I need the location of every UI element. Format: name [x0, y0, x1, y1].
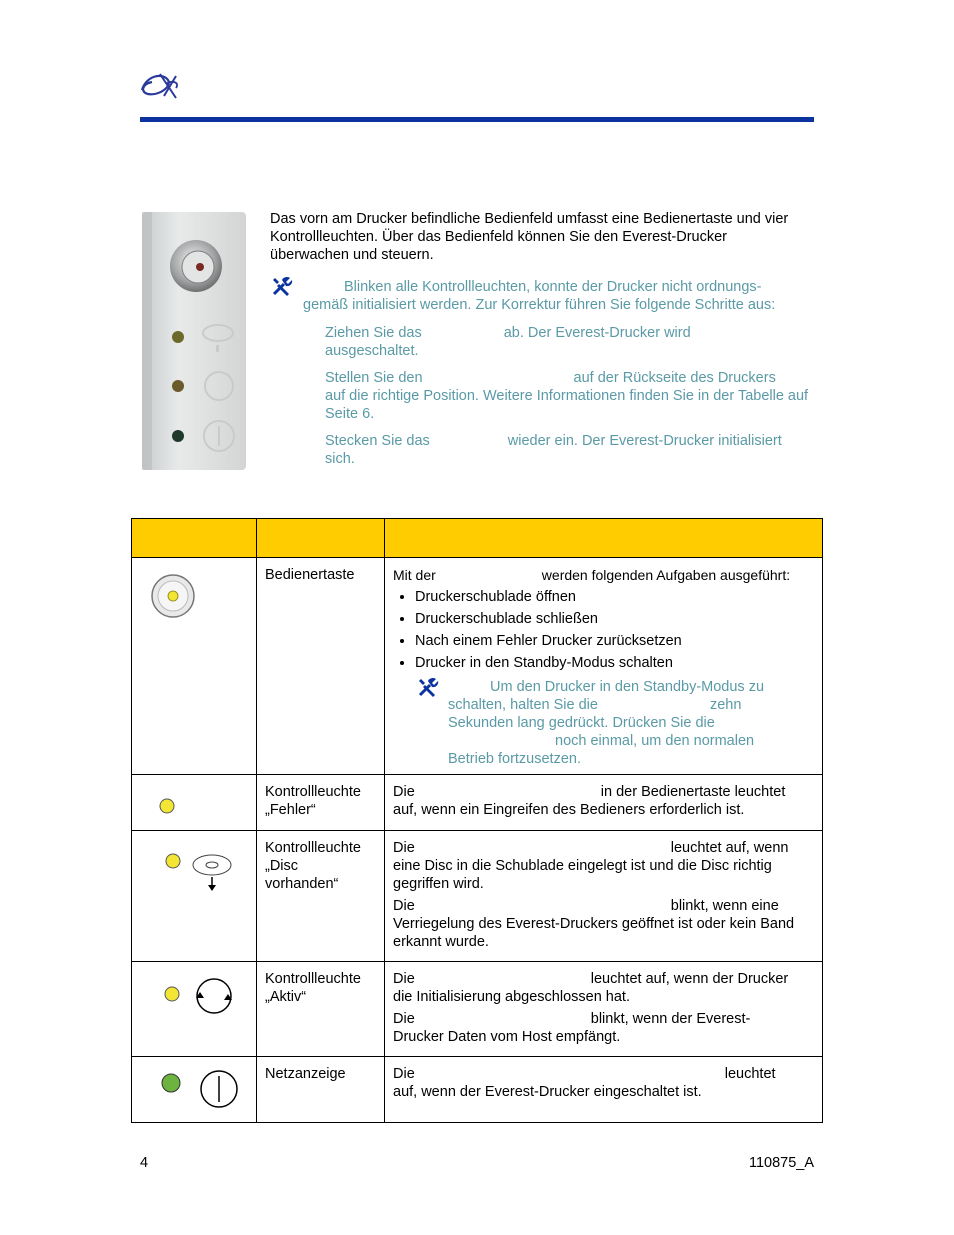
step-1-part-a: Ziehen Sie das — [325, 325, 422, 341]
name-line: Kontrollleuchte — [265, 840, 361, 856]
row-description — [385, 962, 822, 1056]
desc-part: Die — [393, 1066, 415, 1082]
operator-button-icon — [132, 558, 256, 618]
header-cell-1 — [132, 519, 257, 558]
row-description — [385, 558, 822, 774]
indicator-table — [131, 518, 823, 1123]
table-row — [132, 558, 823, 775]
icon-cell — [132, 831, 257, 962]
desc-part: leuchtet auf, wenn der Drucker — [590, 971, 789, 987]
row-name: Netzanzeige — [265, 1066, 346, 1082]
step-1-part-c: ausgeschaltet. — [325, 343, 419, 359]
row-description — [385, 1057, 822, 1107]
header-cell-3 — [385, 519, 823, 558]
icon-cell — [132, 775, 257, 831]
desc-part: Drucker Daten vom Host empfängt. — [393, 1029, 621, 1045]
desc-part: Die — [393, 1011, 415, 1027]
name-line: vorhanden“ — [265, 876, 339, 892]
desc-part: auf, wenn ein Eingreifen des Bedieners erforderlich ist. — [393, 802, 745, 818]
name-line: „Fehler“ — [265, 802, 316, 818]
step-3-part-c: sich. — [325, 451, 355, 467]
note-line: zehn — [709, 697, 742, 713]
tools-icon — [417, 676, 439, 698]
brand-logo — [136, 70, 182, 102]
desc-part: blinkt, wenn eine — [670, 898, 779, 914]
document-number: 110875_A — [748, 1155, 814, 1171]
table-header-row — [132, 519, 823, 558]
step-1 — [325, 324, 815, 360]
note-line: schalten, halten Sie die — [448, 697, 598, 713]
desc-part: leuchtet — [724, 1066, 776, 1082]
step-2 — [325, 369, 815, 423]
desc-part: Mit der — [393, 567, 436, 583]
power-led-icon — [132, 1057, 256, 1117]
name-line: Kontrollleuchte — [265, 784, 361, 800]
table-row — [132, 962, 823, 1057]
init-note-line-2: gemäß initialisiert werden. Zur Korrektur führen Sie folgende Schritte aus: — [303, 297, 776, 313]
desc-part: Die — [393, 898, 415, 914]
list-item: • Nach einem Fehler Drucker zurücksetzen — [415, 632, 814, 650]
intro-paragraph: Das vorn am Drucker befindliche Bedienfeld umfasst eine Bedienertaste und vier Kontrollleuchten. Über das Bedienfeld können Sie den Everest-Drucker überwachen und steuern. — [270, 211, 789, 263]
header-cell-2 — [257, 519, 385, 558]
desc-part: Verriegelung des Everest-Druckers geöffnet ist oder kein Band erkannt wurde. — [393, 916, 795, 950]
desc-part: werden folgenden Aufgaben ausgeführt: — [541, 567, 791, 583]
desc-part: Die — [393, 784, 415, 800]
active-led-icon — [132, 962, 256, 1022]
row-name — [257, 962, 384, 1012]
init-note — [303, 278, 815, 314]
step-2-part-c: auf die richtige Position. Weitere Informationen finden Sie in der Tabelle auf Seite 6. — [325, 388, 809, 422]
desc-part: die Initialisierung abgeschlossen hat. — [393, 989, 630, 1005]
step-3 — [325, 432, 815, 468]
desc-part: eine Disc in die Schublade eingelegt ist und die Disc richtig gegriffen wird. — [393, 858, 772, 892]
list-item: • Drucker in den Standby-Modus schalten — [415, 654, 814, 672]
tools-icon — [271, 275, 293, 297]
desc-part: blinkt, wenn der Everest- — [590, 1011, 751, 1027]
list-item: • Druckerschublade öffnen — [415, 588, 814, 606]
note-line: Um den Drucker in den Standby-Modus zu — [490, 679, 765, 695]
icon-cell — [132, 962, 257, 1057]
step-1-part-b: ab. Der Everest-Drucker wird — [503, 325, 691, 341]
row-name — [257, 775, 384, 825]
fault-led-icon — [132, 775, 256, 815]
desc-part: in der Bedienertaste leuchtet — [600, 784, 786, 800]
table-row — [132, 1057, 823, 1123]
icon-cell — [132, 558, 257, 775]
task-list — [393, 588, 814, 672]
note-line: Sekunden lang gedrückt. Drücken Sie die — [448, 715, 715, 731]
name-line: Kontrollleuchte — [265, 971, 361, 987]
list-item: • Druckerschublade schließen — [415, 610, 814, 628]
page-number: 4 — [140, 1155, 149, 1171]
desc-part: Die — [393, 971, 415, 987]
desc-part: Die — [393, 840, 415, 856]
step-3-part-b: wieder ein. Der Everest-Drucker initialisiert — [507, 433, 782, 449]
table-row — [132, 831, 823, 962]
note-line: Betrieb fortzusetzen. — [448, 751, 581, 767]
step-3-part-a: Stecken Sie das — [325, 433, 430, 449]
control-panel-illustration — [140, 212, 248, 470]
init-note-line-1: Blinken alle Kontrollleuchten, konnte der Drucker nicht ordnungs- — [344, 279, 762, 295]
header-rule — [140, 117, 814, 122]
row-name: Bedienertaste — [265, 567, 355, 583]
row-description — [385, 775, 822, 825]
name-line: „Aktiv“ — [265, 989, 307, 1005]
row-name — [257, 831, 384, 899]
note-line: noch einmal, um den normalen — [555, 733, 755, 749]
step-2-part-b: auf der Rückseite des Druckers — [573, 370, 776, 386]
icon-cell — [132, 1057, 257, 1123]
desc-part: auf, wenn der Everest-Drucker eingeschaltet ist. — [393, 1084, 702, 1100]
desc-part: leuchtet auf, wenn — [670, 840, 789, 856]
step-2-part-a: Stellen Sie den — [325, 370, 423, 386]
row-description — [385, 831, 822, 961]
name-line: „Disc — [265, 858, 299, 874]
disc-present-led-icon — [132, 831, 256, 891]
standby-note — [393, 678, 814, 768]
table-row — [132, 775, 823, 831]
